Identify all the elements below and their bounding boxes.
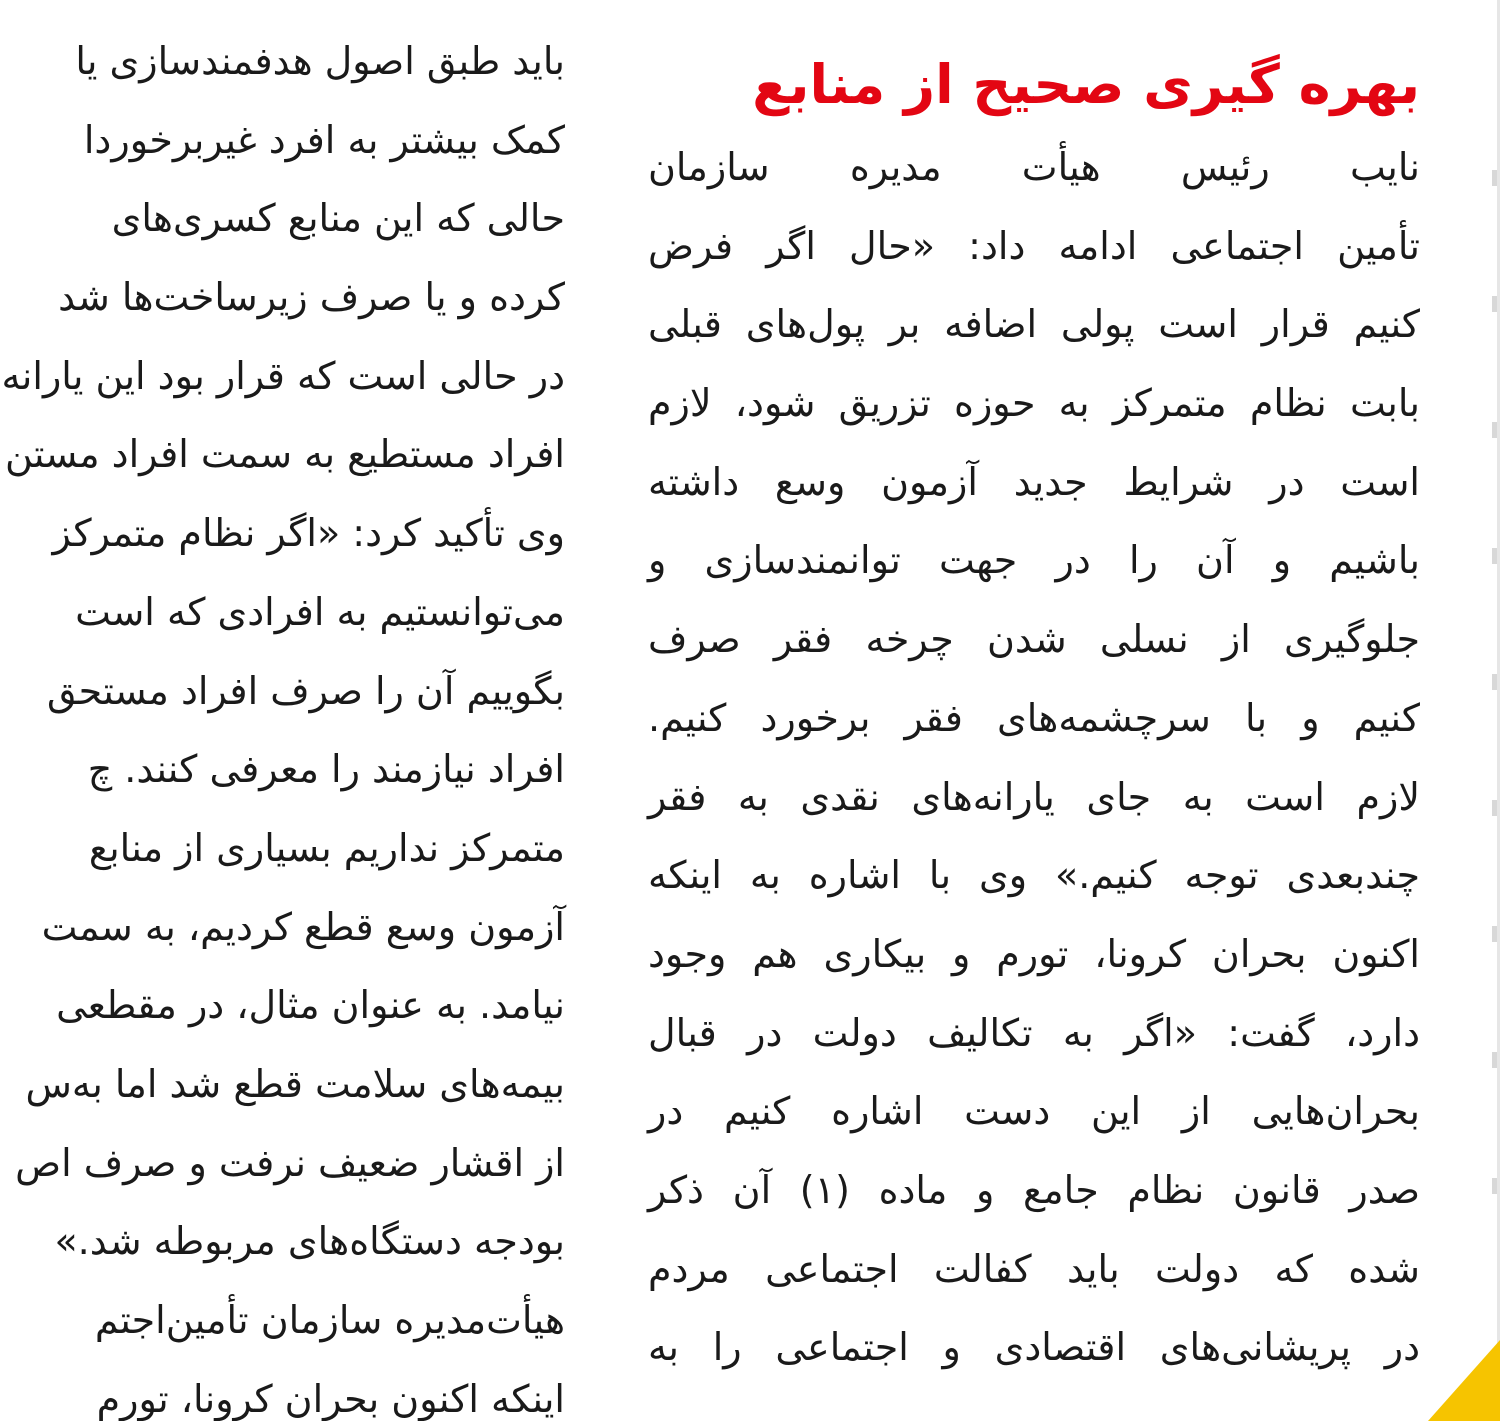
text-line: کمک بیشتر به افرد غیربرخوردا <box>83 117 565 162</box>
text-line: می‌توانستیم به افرادی که است <box>75 589 565 634</box>
text-line: کنیم و با سرچشمه‌های فقر برخورد کنیم. <box>648 695 1420 740</box>
text-line: بحران‌هایی از این دست اشاره کنیم در <box>648 1089 1420 1134</box>
text-line: است در شرایط جدید آزمون وسع داشته <box>648 459 1420 504</box>
article-headline: بهره گیری صحیح از منابع <box>752 53 1420 116</box>
text-line: تأمین اجتماعی ادامه داد: «حال اگر فرض <box>648 223 1420 268</box>
text-line: بیمه‌های سلامت قطع شد اما به‌س <box>25 1061 565 1106</box>
text-line: افراد نیازمند را معرفی کنند. چ <box>87 747 565 792</box>
left-text-column <box>0 22 565 1421</box>
text-line: بودجه دستگاه‌های مربوطه شد.» <box>54 1219 565 1264</box>
text-line: وی تأکید کرد: «اگر نظام متمرکز <box>52 511 565 556</box>
text-line: از اقشار ضعیف نرفت و صرف اص <box>15 1140 565 1185</box>
text-line: در پریشانی‌های اقتصادی و اجتماعی را به <box>648 1325 1420 1370</box>
text-line: هیأت‌مدیره سازمان تأمین‌اجتم <box>94 1298 565 1342</box>
text-line: نایب رئیس هیأت مدیره سازمان <box>648 145 1420 189</box>
text-line: بگوییم آن را صرف افراد مستحق <box>46 668 565 713</box>
text-line: لازم است به جای یارانه‌های نقدی به فقر <box>648 774 1420 819</box>
text-line: نیامد. به عنوان مثال، در مقطعی <box>56 983 565 1028</box>
text-line: افراد مستطیع به سمت افراد مستن <box>4 432 565 477</box>
text-line: شده که دولت باید کفالت اجتماعی مردم <box>648 1246 1420 1291</box>
text-line: حالی که این منابع کسری‌های <box>111 196 565 241</box>
text-line: صدر قانون نظام جامع و ماده (۱) آن ذکر <box>648 1167 1420 1212</box>
text-line: چندبعدی توجه کنیم.» وی با اشاره به اینکه <box>648 853 1420 898</box>
text-line: متمرکز نداریم بسیاری از منابع <box>88 825 565 870</box>
text-line: آزمون وسع قطع کردیم، به سمت <box>41 904 565 949</box>
right-text-column <box>648 128 1420 1387</box>
text-line: دارد، گفت: «اگر به تکالیف دولت در قبال <box>648 1010 1420 1055</box>
text-line: باشیم و آن را در جهت توانمندسازی و <box>648 538 1420 583</box>
text-line: جلوگیری از نسلی شدن چرخه فقر صرف <box>648 617 1420 662</box>
text-line: بابت نظام متمرکز به حوزه تزریق شود، لازم <box>648 381 1420 426</box>
text-line: اینکه اکنون بحران کرونا، تورم <box>96 1376 565 1421</box>
yellow-corner-accent <box>1428 1340 1500 1421</box>
text-line: در حالی است که قرار بود این یارانه <box>1 353 565 398</box>
text-line: اکنون بحران کرونا، تورم و بیکاری هم وجود <box>648 931 1420 976</box>
text-line: باید طبق اصول هدفمندسازی یا <box>75 39 565 83</box>
text-line: کنیم قرار است پولی اضافه بر پول‌های قبلی <box>648 302 1420 347</box>
text-line: کرده و یا صرف زیرساخت‌ها شد <box>58 275 565 320</box>
